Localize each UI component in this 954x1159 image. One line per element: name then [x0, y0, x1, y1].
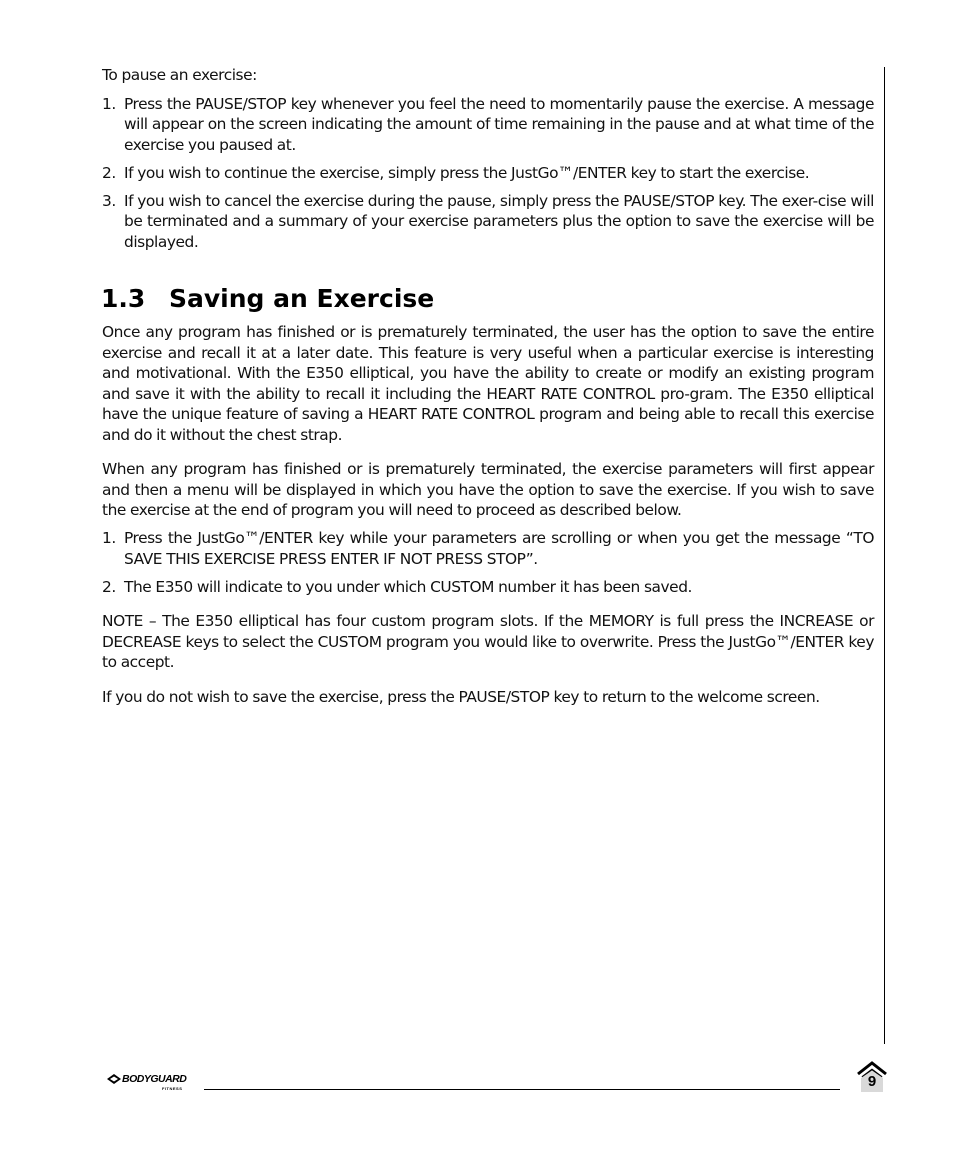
margin-rule	[884, 67, 885, 1044]
paragraph: When any program has finished or is prematurely terminated, the exercise parameters will first appear and then a menu will be displayed in which you have the option to save the exercise. If you wish to save the exercise at the end of program you will need to proceed as described below.	[102, 460, 874, 519]
section-title: Saving an Exercise	[169, 284, 435, 313]
page-number-badge	[856, 1061, 888, 1095]
pause-steps-list	[102, 94, 874, 253]
list-item: 1. Press the JustGo™/ENTER key while your parameters are scrolling or when you get the message “TO SAVE THIS EXERCISE PRESS ENTER IF NOT PRESS STOP”.	[102, 529, 874, 568]
save-steps-list	[102, 528, 874, 597]
bodyguard-logo	[106, 1071, 190, 1095]
paragraph: Once any program has finished or is prematurely terminated, the user has the option to save the entire exercise and recall it at a later date. This feature is very useful when a particular exercise is interesting and motivational. With the E350 elliptical, you have the ability to create or modify an existing program and save it with the ability to recall it including the HEART RATE CONTROL pro-gram. The E350 elliptical have the unique feature of saving a HEART RATE CONTROL program and being able to recall this exercise and do it without the chest strap.	[102, 323, 874, 444]
closing-paragraph: If you do not wish to save the exercise, press the PAUSE/STOP key to return to the welcome screen.	[102, 687, 820, 706]
list-item: 1. Press the PAUSE/STOP key whenever you feel the need to momentarily pause the exercise. A message will appear on the screen indicating the amount of time remaining in the pause and at what time of the exercise you paused at.	[102, 94, 874, 154]
logo-subtext: FITNESS	[162, 1086, 183, 1091]
note-paragraph: NOTE – The E350 elliptical has four custom program slots. If the MEMORY is full press the INCREASE or DECREASE keys to select the CUSTOM program you would like to overwrite. Press the JustGo™/ENTER key to accept.	[102, 612, 874, 671]
page-number: 9	[867, 1073, 877, 1090]
list-item: 3. If you wish to cancel the exercise during the pause, simply press the PAUSE/STOP key. The exer-cise will be terminated and a summary of your exercise parameters plus the option to save the exercise will be displayed.	[102, 191, 874, 251]
footer-rule	[204, 1089, 840, 1090]
section-heading	[101, 284, 874, 314]
section-number: 1.3	[101, 284, 146, 313]
manual-page-content	[102, 65, 874, 707]
pause-intro: To pause an exercise:	[102, 66, 257, 84]
logo-text: BODYGUARD	[122, 1073, 187, 1085]
list-item: 2. The E350 will indicate to you under which CUSTOM number it has been saved.	[102, 577, 692, 596]
bodyguard-logo-icon	[106, 1073, 122, 1087]
list-item: 2. If you wish to continue the exercise, simply press the JustGo™/ENTER key to start the exercise.	[102, 163, 810, 182]
